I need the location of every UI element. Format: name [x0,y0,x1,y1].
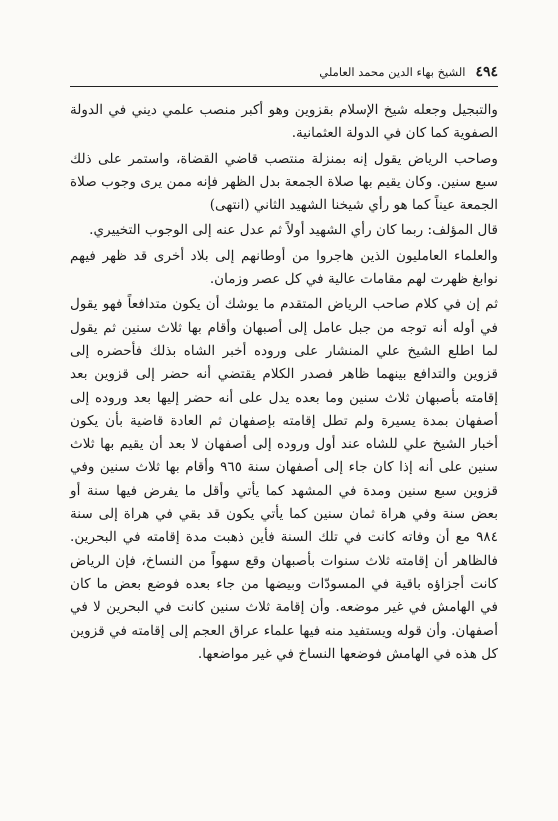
paragraph-2: وصاحب الرياض يقول إنه بمنزلة منتصب قاضي القضاة، واستمر على ذلك سبع سنين. وكان يقيم بها صلاة الجمعة بدل الظهر فإنه ممن يرى وجوب صلاة الجمعة عيناً كما هو رأي شيخنا الشهيد الثاني (انتهى) [70,150,498,214]
paragraph-4: والعلماء العامليون الذين هاجروا من أوطانهم إلى بلاد أخرى قد ظهر فيهم نوابغ ظهرت لهم مقامات عالية في كل عصر وزمان. [70,247,498,288]
book-page [70,64,498,666]
header-rule [70,86,498,87]
page-number: ٤٩٤ [475,64,498,80]
page-body [70,99,498,666]
running-header [70,64,498,82]
running-title: الشيخ بهاء الدين محمد العاملي [319,65,466,79]
paragraph-1: والتبجيل وجعله شيخ الإسلام بقزوين وهو أكبر منصب علمي ديني في الدولة الصفوية كما كان في الدولة العثمانية. [70,102,498,142]
paragraph-3: قال المؤلف: ربما كان رأي الشهيد أولاً ثم عدل عنه إلى الوجوب التخييري. [89,222,498,239]
paragraph-5: ثم إن في كلام صاحب الرياض المتقدم ما يوشك أن يكون متدافعاً فهو يقول في أوله أنه توجه من جبل عامل إلى أصبهان وأقام بها ثلاث سنين ثم يقول لما اطلع الشيخ علي المنشار على وروده أخبر الشاه بذلك فأحضره إلى قزوين والتدافع بينهما ظاهر فصدر الكلام يقتضي أنه حضر إلى قزوين بعد إقامته بأصبهان ثلاث سنين وما بعده يدل على أنه حضر إليها بعد وروده إلى أصفهان بمدة يسيرة ولم تطل إقامته بإصفهان ثم العادة قاضية بأن يكون أخبار الشيخ علي للشاه عند أول وروده إلى أصفهان لا بعد أن يقيم بها ثلاث سنين على أنه إذا كان جاء إلى أصفهان سنة ٩٦٥ وأقام بها ثلاث سنين وفي قزوين سبع سنين ومدة في المشهد كما يأتي وأقل ما يفرض فيها سنة أو بعض سنة وفي هراة ثمان سنين كما يأتي يكون قد بقي في هراة إلى سنة ٩٨٤ مع أن وفاته كانت في تلك السنة فأين ذهبت مدة إقامته في البحرين. فالظاهر أن إقامته ثلاث سنوات بأصبهان وقع سهواً من النساخ، فإن الرياض كانت أجزاؤه باقية في المسودّات وبيضها من جاء بعده فوضع بعض ما كان في الهامش في غير موضعه. وأن إقامة ثلاث سنين كانت في البحرين لا في أصفهان. وأن قوله ويستفيد منه فيها علماء عراق العجم إلى إقامته في قزوين كل هذه في الهامش فوضعها النساخ في غير مواضعها. [70,296,499,662]
